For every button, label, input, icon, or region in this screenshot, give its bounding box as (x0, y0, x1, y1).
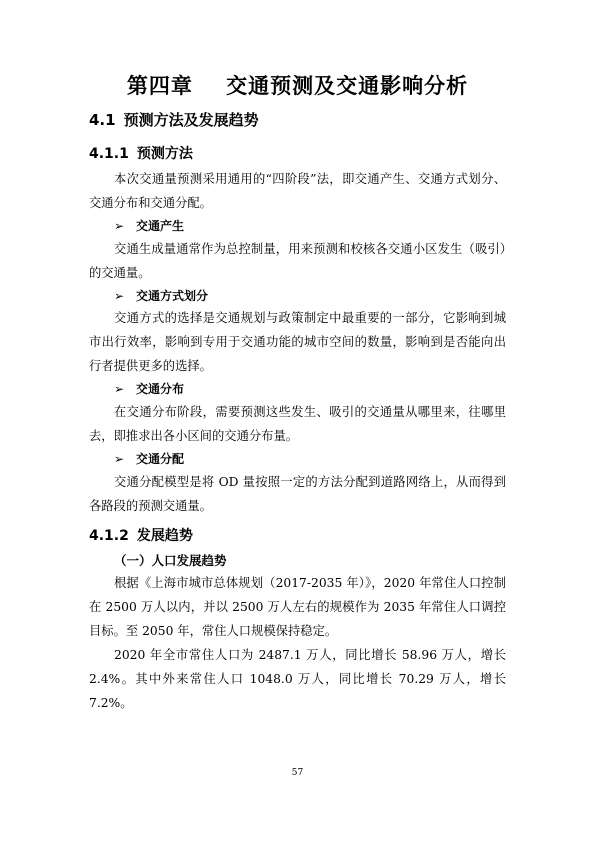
bullet-heading (114, 287, 208, 304)
bullet-title: 交通分布 (136, 382, 185, 396)
bullet-title: 交通产生 (136, 219, 185, 233)
subsection-number: 4.1.1 (89, 146, 129, 162)
bullet-paragraph: 在交通分布阶段，需要预测这些发生、吸引的交通量从哪里来，往哪里去，即推求出各小区间的交通分布量。 (89, 405, 506, 443)
subsection-heading-2 (89, 525, 193, 545)
section-title: 预测方法及发展趋势 (123, 111, 259, 129)
subsection-number: 4.1.2 (89, 528, 129, 544)
bullet-paragraph: 交通分配模型是将 OD 量按照一定的方法分配到道路网络上，从而得到各路段的预测交通量。 (89, 475, 506, 513)
bullet-title: 交通分配 (136, 452, 185, 466)
bullet-heading (114, 217, 184, 234)
section-number: 4.1 (89, 111, 116, 129)
population-paragraph-1: 根据《上海市城市总体规划（2017-2035 年）》，2020 年常住人口控制在 2500 万人以内，并以 2500 万人左右的规模作为 2035 年常住人口调控目标。至 2050 年，常住人口规模保持稳定。 (89, 576, 506, 638)
population-heading: （一）人口发展趋势 (114, 553, 227, 568)
bullet-paragraph: 交通生成量通常作为总控制量，用来预测和校核各交通小区发生（吸引）的交通量。 (89, 242, 506, 280)
bullet-paragraph: 交通方式的选择是交通规划与政策制定中最重要的一部分，它影响到城市出行效率，影响到专用于交通功能的城市空间的数量，影响到是否能向出行者提供更多的选择。 (89, 311, 506, 373)
subsection-title: 发展趋势 (136, 528, 193, 544)
subsection-heading-1 (89, 143, 193, 163)
intro-paragraph: 本次交通量预测采用通用的“四阶段”法，即交通产生、交通方式划分、交通分布和交通分配。 (89, 172, 506, 210)
bullet-heading (114, 380, 184, 397)
section-heading (89, 109, 259, 130)
arrow-bullet-icon: ➢ (114, 452, 125, 466)
subsection-title: 预测方法 (136, 146, 193, 162)
arrow-bullet-icon: ➢ (114, 382, 125, 396)
page-number: 57 (291, 768, 304, 778)
bullet-title: 交通方式划分 (136, 289, 209, 303)
bullet-heading (114, 450, 184, 467)
arrow-bullet-icon: ➢ (114, 289, 125, 303)
arrow-bullet-icon: ➢ (114, 219, 125, 233)
chapter-title: 第四章 交通预测及交通影响分析 (126, 74, 469, 98)
population-paragraph-2: 2020 年全市常住人口为 2487.1 万人，同比增长 58.96 万人，增长 2.4%。其中外来常住人口 1048.0 万人，同比增长 70.29 万人，增长 7.2%。 (89, 648, 506, 710)
